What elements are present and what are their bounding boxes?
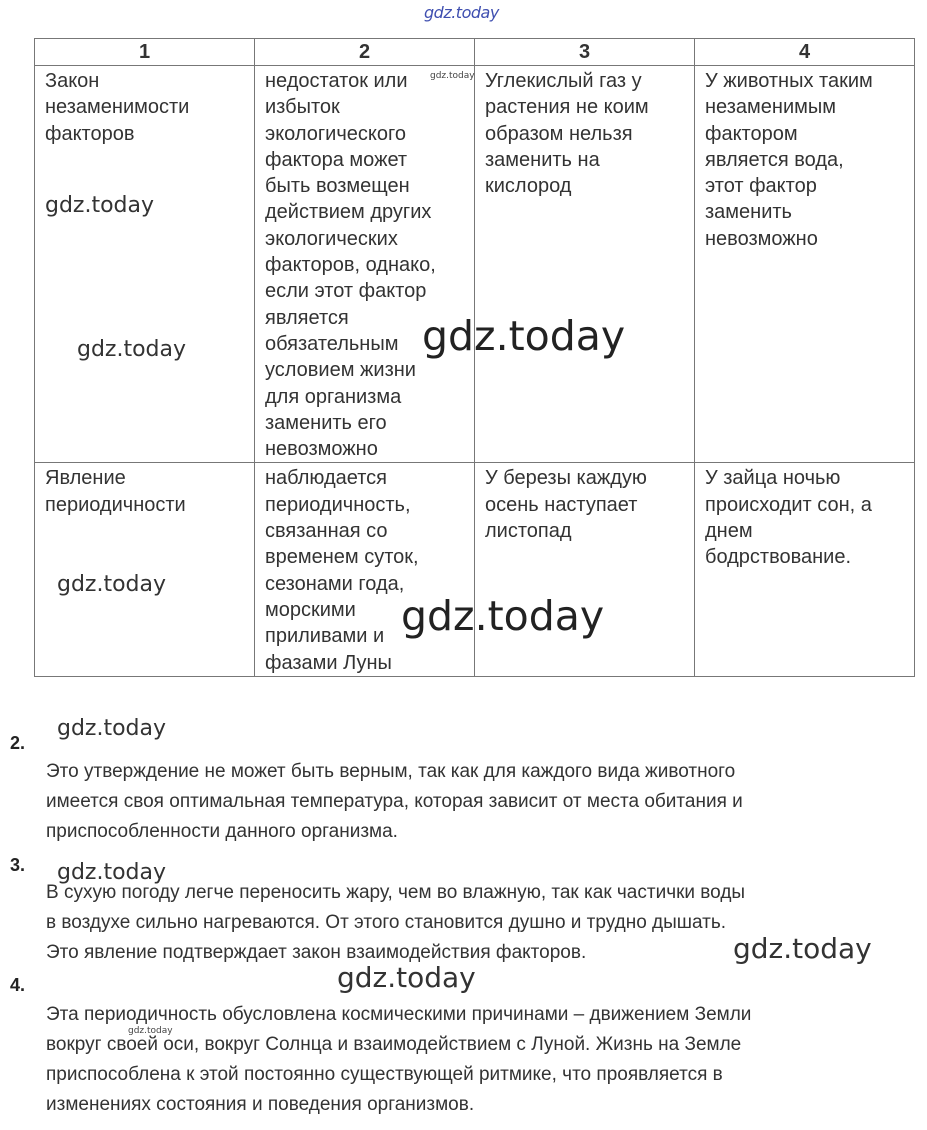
watermark: gdz.today — [57, 716, 167, 741]
table-cell — [695, 66, 915, 463]
cell-text: Явление периодичности — [45, 467, 186, 516]
column-header: 2 — [255, 39, 475, 66]
watermark-large: gdz.today — [401, 592, 605, 640]
table-cell — [475, 463, 695, 676]
watermark: gdz.today — [77, 337, 187, 362]
answer-paragraph: Эта периодичность обусловлена космическими причинами – движением Земли вокруг своей оси, вокруг Солнца и взаимодействием с Луной. Жизнь на Земле приспособлена к этой постоянно существующей ритмике, что проявляется в изменениях состояния и поведения организмов. — [46, 1004, 752, 1115]
watermark: gdz.today — [57, 572, 167, 597]
table-cell — [255, 66, 475, 463]
table-header-row — [35, 39, 915, 66]
cell-text: У животных таким незаменимым фактором является вода, этот фактор заменить невозможно — [705, 70, 873, 250]
watermark: gdz.today — [57, 860, 167, 885]
table-row — [35, 66, 915, 463]
table-cell — [255, 463, 475, 676]
table-cell — [475, 66, 695, 463]
watermark-tiny: gdz.today — [430, 71, 475, 81]
watermark: gdz.today — [733, 932, 872, 965]
cell-text: У березы каждую осень наступает листопад — [485, 467, 647, 543]
watermark-top: gdz.today — [424, 3, 499, 22]
table-cell — [695, 463, 915, 676]
question-number: 3. — [10, 855, 26, 875]
watermark-tiny: gdz.today — [128, 1026, 173, 1036]
column-header: 4 — [695, 39, 915, 66]
column-header: 1 — [35, 39, 255, 66]
cell-text: Углекислый газ у растения не коим образом нельзя заменить на кислород — [485, 70, 649, 198]
table-row — [35, 463, 915, 676]
answer-paragraph: Это утверждение не может быть верным, так как для каждого вида животного имеется своя оптимальная температура, которая зависит от места обитания и приспособленности данного организма. — [46, 761, 743, 842]
cell-text: У зайца ночью происходит сон, а днем бодрствование. — [705, 467, 872, 569]
table-cell — [35, 463, 255, 676]
watermark-large: gdz.today — [422, 312, 626, 360]
cell-text: наблюдается периодичность, связанная со временем суток, сезонами года, морскими приливами и фазами Луны — [265, 467, 419, 674]
watermark: gdz.today — [337, 961, 476, 994]
column-header: 3 — [475, 39, 695, 66]
question-number: 4. — [10, 975, 26, 995]
table-cell — [35, 66, 255, 463]
answer-paragraph: В сухую погоду легче переносить жару, чем во влажную, так как частички воды в воздухе сильно нагреваются. От этого становится душно и трудно дышать. Это явление подтверждает закон взаимодействия факторов. — [46, 882, 746, 963]
question-number: 2. — [10, 733, 26, 753]
watermark: gdz.today — [45, 193, 155, 218]
cell-text: недостаток или избыток экологического фактора может быть возмещен действием других экологических факторов, однако, если этот фактор является обязательным условием жизни для организма заменить его невозможно — [265, 70, 436, 461]
cell-text: Закон незаменимости факторов — [45, 70, 190, 145]
